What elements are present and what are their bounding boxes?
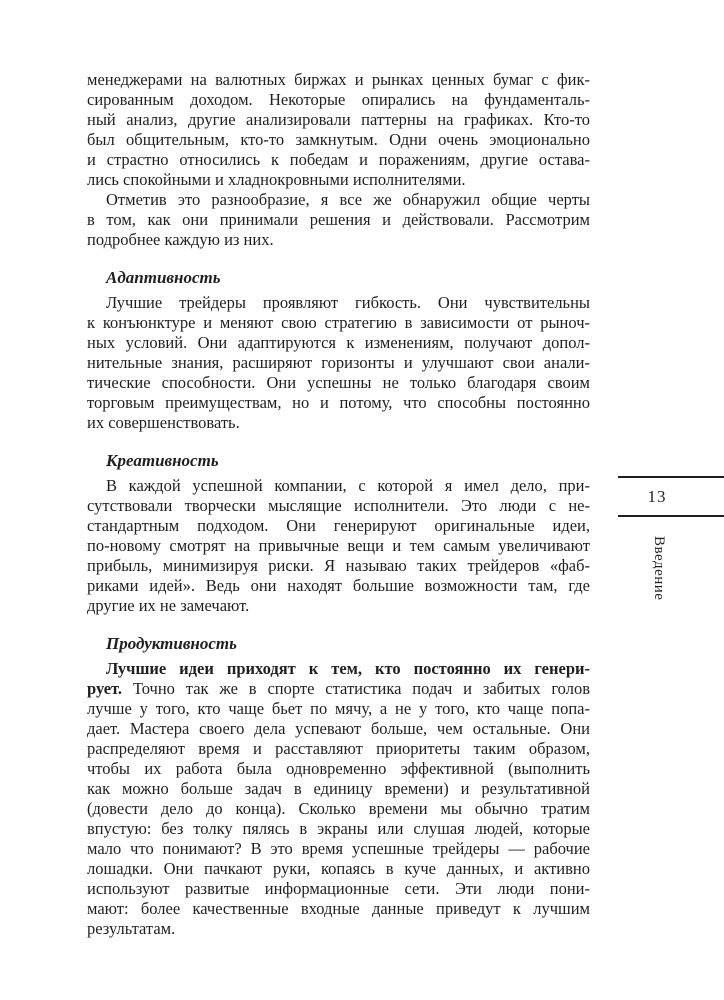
text-line [87,496,590,516]
text-line [87,679,590,699]
text-run: сированным доходом. Некоторые опирались на фундаменталь- [87,90,590,109]
text-run: нительные знания, расширяют горизонты и улучшают свои анали- [87,353,590,372]
text-line [87,759,590,779]
text-run: ных условий. Они адаптируются к изменениям, получают допол- [87,333,590,352]
text-run: Точно так же в спорте статистика подач и забитых голов [122,679,590,698]
text-run: к конъюнктуре и меняют свою стратегию в зависимости от рыноч- [87,313,590,332]
text-line [87,313,590,333]
text-run: используют развитые информационные сети. Эти люди пони- [87,879,590,898]
text-run: сутствовали творчески мыслящие исполнители. Это люди с не- [87,496,590,515]
text-line [87,516,590,536]
text-run: мало что понимают? В это время успешные трейдеры — рабочие [87,839,590,858]
text-line [87,899,590,919]
text-run: Отметив это разнообразие, я все же обнаружил общие черты [106,190,590,209]
text-line [87,879,590,899]
text-run: распределяют время и расставляют приоритеты таким образом, [87,739,590,758]
text-line [87,919,590,939]
text-line [87,170,590,190]
text-line [87,699,590,719]
text-line [87,576,590,596]
paragraph [87,190,590,250]
text-line [87,859,590,879]
text-line [87,413,590,433]
text-line [87,476,590,496]
text-run: другие их не замечают. [87,596,250,615]
text-run: результатам. [87,919,176,938]
text-line [87,596,590,616]
text-column [87,70,590,939]
text-run: (довести дело до конца). Сколько времени мы обычно тратим [87,799,590,818]
text-run: впустую: без толку пялясь в экраны или слушая людей, которые [87,819,590,838]
text-line [87,210,590,230]
text-run: ный анализ, другие анализировали паттерны на графиках. Кто-то [87,110,590,129]
text-line [87,90,590,110]
text-run: торговым преимуществам, но и потому, что способны постоянно [87,393,590,412]
text-run: менеджерами на валютных биржах и рынках ценных бумаг с фик- [87,70,590,89]
page-number: 13 [647,486,667,506]
text-run: мают: более качественные входные данные приведут к лучшим [87,899,590,918]
text-line [87,819,590,839]
text-run: их совершенствовать. [87,413,240,432]
text-run: лись спокойными и хладнокровными исполнителями. [87,170,466,189]
text-run: прибыль, минимизируя риски. Я называю таких трейдеров «фаб- [87,556,590,575]
bold-text-run: Лучшие идеи приходят к тем, кто постоянно их генери- [106,659,590,678]
page-number-box [618,476,724,517]
text-run: и страстно относились к победам и поражениям, другие остава- [87,150,590,169]
text-line [87,70,590,90]
text-run: чтобы их работа была одновременно эффективной (выполнить [87,759,590,778]
text-run: В каждой успешной компании, с которой я имел дело, при- [106,476,590,495]
paragraph [87,476,590,616]
text-line [87,393,590,413]
text-run: стандартным подходом. Они генерируют оригинальные идеи, [87,516,590,535]
bold-text-run: рует. [87,679,123,698]
text-line [87,799,590,819]
paragraph [87,293,590,433]
text-line [87,230,590,250]
text-run: Лучшие трейдеры проявляют гибкость. Они чувствительны [106,293,590,312]
section-heading: Адаптивность [106,268,221,287]
section-heading: Креативность [106,451,219,470]
text-run: подробнее каждую из них. [87,230,274,249]
paragraph [87,70,590,190]
text-run: как можно больше задач в единицу времени) и результативной [87,779,590,798]
text-line [87,719,590,739]
text-run: лучше у того, кто чаще бьет по мячу, а не у того, кто чаще попа- [87,699,590,718]
text-line [87,353,590,373]
chapter-margin-label: Введение [651,536,667,601]
text-line [87,110,590,130]
text-line [87,659,590,679]
text-line [87,333,590,353]
text-line [87,130,590,150]
paragraph [87,659,590,939]
text-line [87,739,590,759]
text-run: тические способности. Они успешны не только благодаря своим [87,373,590,392]
text-line [87,150,590,170]
text-line [87,536,590,556]
text-line [87,373,590,393]
text-run: в том, как они принимали решения и действовали. Рассмотрим [87,210,590,229]
text-line [87,839,590,859]
text-run: риками идей». Ведь они находят большие возможности там, где [87,576,590,595]
text-run: дает. Мастера своего дела успевают больше, чем остальные. Они [87,719,590,738]
text-line [87,779,590,799]
text-line [87,293,590,313]
text-line [87,190,590,210]
text-run: по-новому смотрят на привычные вещи и тем самым увеличивают [87,536,590,555]
section-heading: Продуктивность [106,634,237,653]
text-run: лошадки. Они пачкают руки, копаясь в куче данных, и активно [87,859,590,878]
text-line [87,556,590,576]
text-run: был общительным, кто-то замкнутым. Одни очень эмоционально [87,130,590,149]
